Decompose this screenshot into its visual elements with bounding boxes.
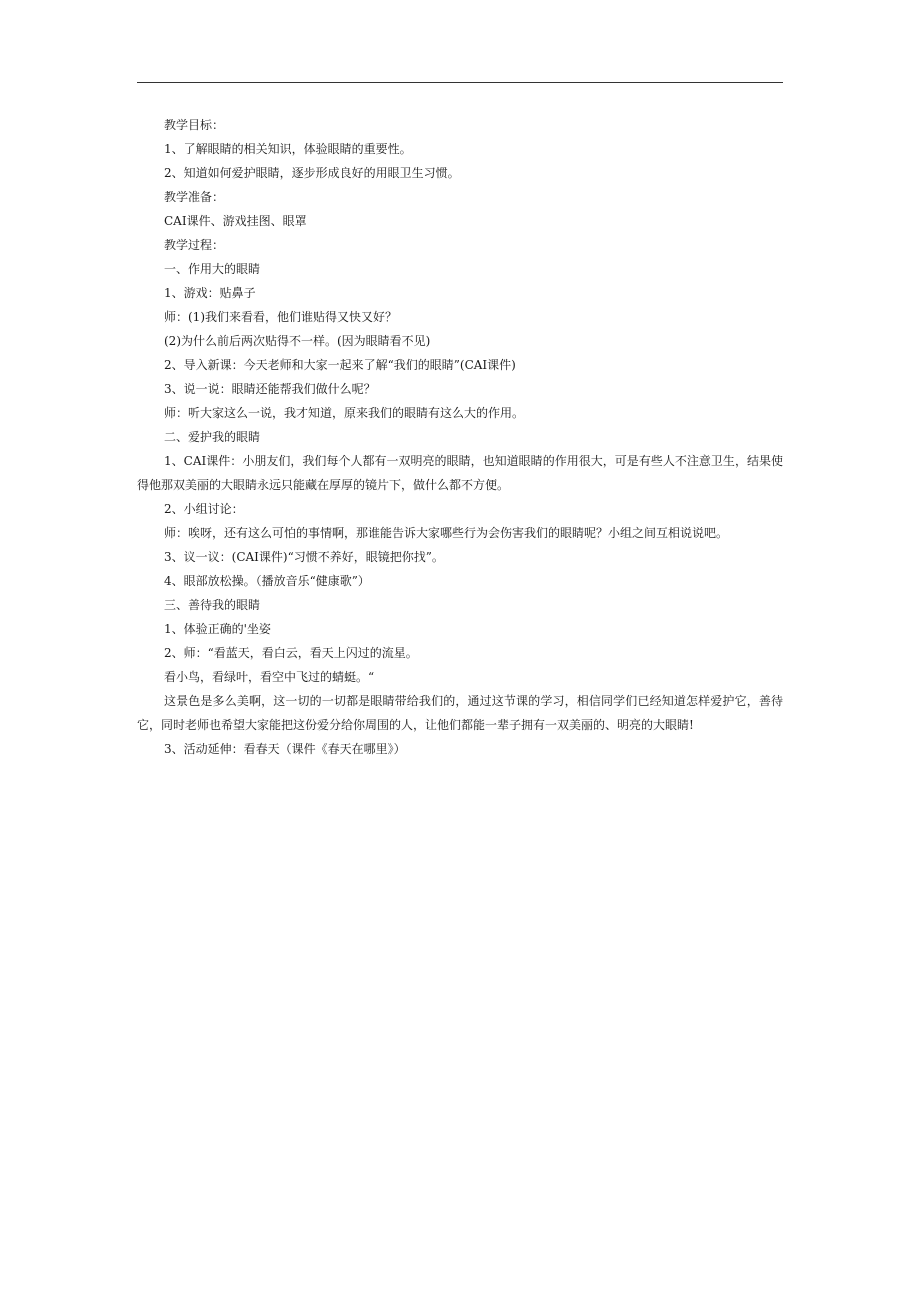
paragraph: 教学过程： <box>164 238 225 252</box>
paragraph: 1、CAI课件：小朋友们，我们每个人都有一双明亮的眼睛，也知道眼睛的作用很大，可是有些人不注意卫生，结果使得他那双美丽的大眼睛永远只能藏在厚厚的镜片下，做什么都不方便。 <box>137 454 783 492</box>
paragraph: CAI课件、游戏挂图、眼罩 <box>164 214 307 228</box>
document-body <box>137 113 783 761</box>
paragraph: 一、作用大的眼睛 <box>164 262 261 276</box>
paragraph: 2、师：“看蓝天，看白云，看天上闪过的流星。 <box>164 646 418 660</box>
paragraph: 教学准备： <box>164 190 225 204</box>
paragraph: 二、爱护我的眼睛 <box>164 430 261 444</box>
paragraph: 师：唉呀，还有这么可怕的事情啊，那谁能告诉大家哪些行为会伤害我们的眼睛呢？小组之间互相说说吧。 <box>164 526 729 540</box>
paragraph: 3、议一议：(CAI课件)“习惯不养好，眼镜把你找”。 <box>164 550 444 564</box>
paragraph: 师：(1)我们来看看，他们谁贴得又快又好？ <box>164 310 397 324</box>
paragraph: 师：听大家这么一说，我才知道，原来我们的眼睛有这么大的作用。 <box>164 406 525 420</box>
paragraph: 2、知道如何爱护眼睛，逐步形成良好的用眼卫生习惯。 <box>164 166 460 180</box>
paragraph: 2、小组讨论： <box>164 502 244 516</box>
paragraph: 2、导入新课：今天老师和大家一起来了解“我们的眼睛”(CAI课件) <box>164 358 516 372</box>
paragraph: 三、善待我的眼睛 <box>164 598 261 612</box>
paragraph: 4、眼部放松操。（播放音乐“健康歌”） <box>164 574 370 588</box>
paragraph: 3、活动延伸：看春天（课件《春天在哪里》） <box>164 742 406 756</box>
paragraph: 这景色是多么美啊，这一切的一切都是眼睛带给我们的，通过这节课的学习，相信同学们已经知道怎样爱护它，善待它，同时老师也希望大家能把这份爱分给你周围的人，让他们都能一辈子拥有一双美丽的、明亮的大眼睛! <box>137 694 783 732</box>
paragraph: 1、游戏：贴鼻子 <box>164 286 256 300</box>
paragraph: (2)为什么前后两次贴得不一样。(因为眼睛看不见) <box>164 334 431 348</box>
paragraph: 看小鸟，看绿叶，看空中飞过的蜻蜓。“ <box>164 670 375 684</box>
paragraph: 1、了解眼睛的相关知识，体验眼睛的重要性。 <box>164 142 412 156</box>
header-rule <box>137 82 783 83</box>
paragraph: 1、体验正确的'坐姿 <box>164 622 271 636</box>
paragraph: 教学目标： <box>164 118 225 132</box>
paragraph: 3、说一说：眼睛还能帮我们做什么呢？ <box>164 382 376 396</box>
